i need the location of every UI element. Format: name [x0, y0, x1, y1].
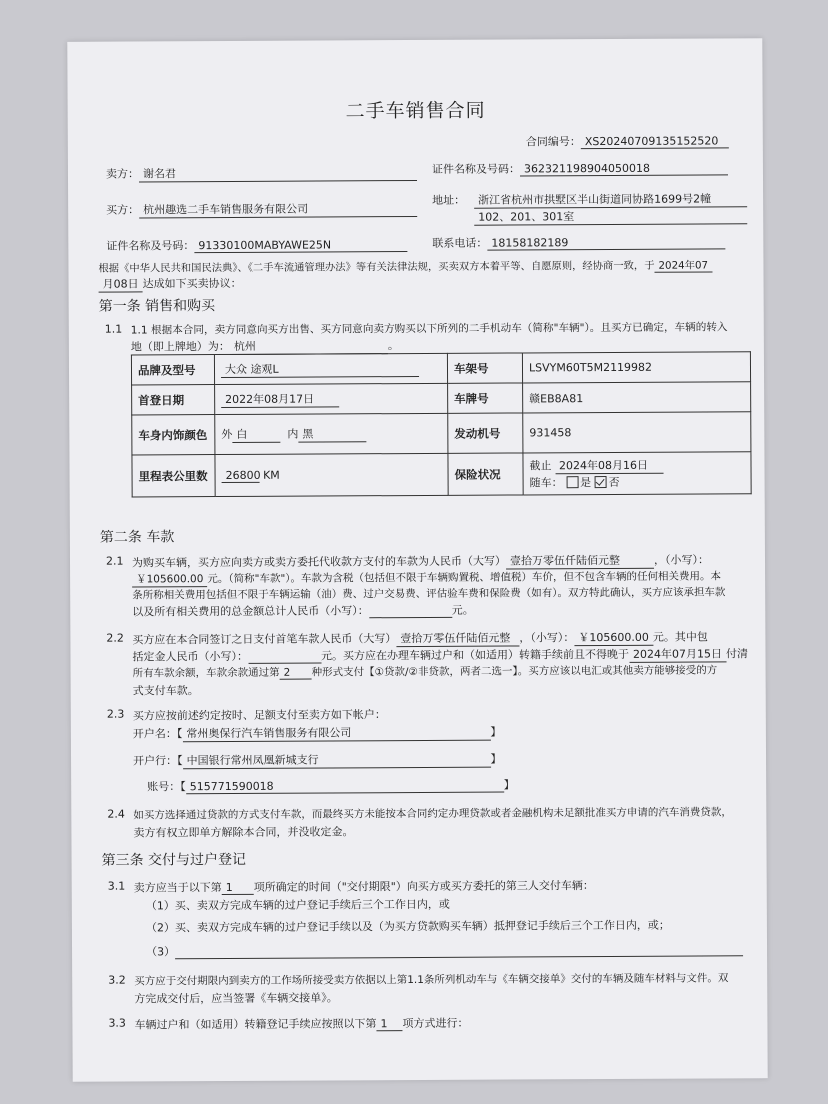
article-2-heading: 第二条 车款	[99, 529, 175, 546]
delivery-option-2: （2）买、卖双方完成车辆的过户登记手续以及（为买方贷款购买车辆）抵押登记手续后三个工作日内，或；	[145, 918, 670, 935]
buyer-field: 买方： 杭州趣选二手车销售服务有限公司	[106, 200, 417, 219]
clause-3-2-number: 3.2	[108, 973, 126, 987]
clause-2-3-number: 2.3	[106, 707, 125, 721]
preamble: 根据《中华人民共和国民法典》、《二手车流通管理办法》等有关法律法规，买卖双方本着平等、自愿原则，经协商一致，于 2024年07	[98, 256, 712, 275]
reg-date-value: 2022年08月17日	[215, 383, 448, 414]
clause-3-1-text: 卖方应当于以下第 1 项所确定的时间（"交付期限"）向买方或买方委托的第三人交付车辆：	[133, 879, 594, 895]
mileage-value: 26800 KM	[215, 453, 448, 496]
clause-3-3-text: 车辆过户和（如适用）转籍登记手续应按照以下第 1 项方式进行：	[134, 1016, 469, 1032]
account-name-row: 开户名：【 常州奥保行汽车销售服务有限公司 】	[132, 725, 502, 741]
clause-3-3-number: 3.3	[108, 1016, 126, 1030]
insurance-value: 截止 2024年08月16日 随车： 是 否	[523, 452, 751, 495]
account-number-row: 账号：【 515771590018 】	[147, 778, 515, 794]
vin-label: 车架号	[447, 353, 522, 383]
delivery-option-1: （1）买、卖双方完成车辆的过户登记手续后三个工作日内，或	[145, 897, 450, 913]
buyer-id-field: 证件名称及号码： 91330100MABYAWE25N	[106, 236, 407, 254]
clause-2-1-number: 2.1	[105, 554, 124, 568]
seller-id-field: 证件名称及号码： 362321198904050018	[432, 159, 728, 177]
clause-2-1-line3: 条所称相关费用包括但不限于车辆运输（油）费、过户交易费、评估验车费和保险费（如有）。双方特此确认，买方应该承担车款	[132, 586, 726, 602]
clause-3-1-number: 3.1	[107, 879, 126, 893]
engine-value: 931458	[523, 412, 751, 453]
clause-2-1-line2: ￥105600.00 元。（简称"车款"）。车款为含税（包括但不限于车辆购置税、增值税）车价，但不包含车辆的任何相关费用。本	[132, 568, 721, 587]
article-3-heading: 第三条 交付与过户登记	[101, 851, 247, 869]
clause-2-2-line2: 括定金人民币（小写）： 元。买方应在办理车辆过户和（如适用）转籍手续前且不得晚于 2024年07月15日 付清	[132, 647, 749, 664]
brand-value: 大众 途观L	[214, 353, 447, 384]
seller-field: 卖方： 谢名君	[106, 164, 417, 183]
clause-1-1-city: 地（即上牌地）为： 杭州 。	[130, 339, 399, 354]
insurance-label: 保险状况	[448, 453, 523, 495]
clause-1-1-number: 1.1	[104, 322, 123, 336]
engine-label: 发动机号	[448, 413, 523, 453]
color-value: 外 白 内 黑	[215, 413, 448, 454]
clause-2-1-line1: 为购买车辆，买方应向卖方或卖方委托代收款方支付的车款为人民币（大写） 壹拾万零伍仟陆佰元整 ，（小写）：	[131, 553, 710, 570]
brand-label: 品牌及型号	[131, 355, 214, 385]
document-title: 二手车销售合同	[345, 99, 486, 123]
insurance-no-checkbox[interactable]	[595, 476, 607, 488]
clause-2-2-line1: 买方应在本合同签订之日支付首笔车款人民币（大写） 壹拾万零伍仟陆佰元整 ，（小写）： ￥105600.00 元。其中包	[132, 630, 708, 647]
clause-2-4-number: 2.4	[107, 807, 125, 821]
delivery-option-3: （3）	[146, 940, 743, 959]
mileage-label: 里程表公里数	[132, 455, 215, 497]
clause-2-1-line4: 以及所有相关费用的总金额总计人民币（小写）： 元。	[132, 603, 474, 619]
address-line1: 浙江省杭州市拱墅区半山街道同协路1699号2幢	[474, 190, 747, 208]
plate-value: 赣EB8A81	[523, 382, 751, 413]
plate-label: 车牌号	[448, 383, 523, 413]
phone-field: 联系电话： 18158182189	[432, 233, 725, 251]
clause-2-3-text: 买方应按前述约定按时、足额支付至卖方如下帐户：	[132, 708, 386, 723]
clause-2-2-number: 2.2	[106, 631, 124, 645]
reg-date-label: 首登日期	[132, 385, 215, 415]
clause-1-1-text: 1.1 根据本合同，卖方同意向买方出售、买方同意向卖方购买以下所列的二手机动车（简称"车辆"）。且买方已确定，车辆的转入	[130, 321, 728, 337]
bank-row: 开户行：【 中国银行常州凤凰新城支行 】	[133, 752, 502, 768]
clause-2-4-line2: 卖方有权立即单方解除本合同，并没收定金。	[133, 825, 354, 840]
insurance-yes-checkbox[interactable]	[566, 476, 578, 488]
vehicle-table	[131, 351, 752, 497]
clause-3-2-line1: 买方应于交付期限内到卖方的工作场所接受卖方依据以上第1.1条所列机动车与《车辆交接单》交付的车辆及随车材料与文件。双	[134, 972, 729, 988]
contract-page	[67, 38, 767, 1082]
contract-number: 合同编号： XS20240709135152520	[526, 132, 729, 149]
clause-2-2-line4: 式支付车款。	[132, 684, 199, 698]
color-label: 车身内饰颜色	[132, 415, 215, 455]
clause-3-2-line2: 方完成交付后，应当签署《车辆交接单》。	[134, 991, 338, 1006]
clause-2-2-line3: 所有车款余额，车款余款通过第 2 种形式支付【①贷款/②非贷款，两者二选一】。买方应该以电汇或其他卖方能够接受的方	[132, 664, 718, 680]
clause-2-4-line1: 如买方选择通过贷款的方式支付车款，而最终买方未能按本合同约定办理贷款或者金融机构未足额批准买方申请的汽车消费贷款，	[133, 806, 732, 822]
address-line2: 102、201、301室	[474, 207, 747, 225]
article-1-heading: 第一条 销售和购买	[98, 298, 216, 315]
vin-value: LSVYM60T5M2119982	[522, 352, 750, 383]
preamble-cont: 月08日 达成如下买卖协议：	[99, 275, 242, 293]
address-label: 地址：	[432, 193, 466, 207]
